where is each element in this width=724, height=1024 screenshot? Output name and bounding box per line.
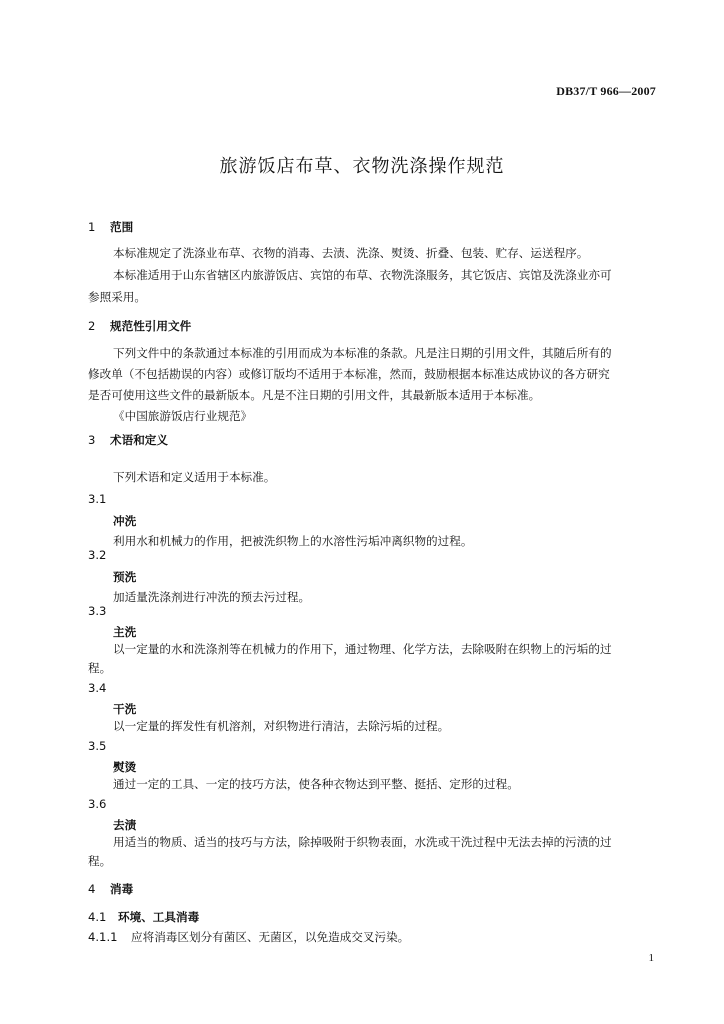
- section-2-para-1c: 是否可使用这些文件的最新版本。凡是不注日期的引用文件，其最新版本适用于本标准。: [88, 388, 541, 402]
- section-1-para-1: 本标准规定了洗涤业布草、衣物的消毒、去渍、洗涤、熨烫、折叠、包装、贮存、运送程序。: [113, 246, 589, 260]
- term-number: 3.1: [88, 492, 107, 506]
- term-name: 去渍: [113, 818, 137, 832]
- page-number: 1: [648, 952, 654, 964]
- term-name: 冲洗: [113, 514, 137, 528]
- term-name: 主洗: [113, 625, 137, 639]
- section-1-para-2a: 本标准适用于山东省辖区内旅游饭店、宾馆的布草、衣物洗涤服务，其它饭店、宾馆及洗涤业亦可: [113, 268, 612, 282]
- term-definition: 以一定量的水和洗涤剂等在机械力的作用下，通过物理、化学方法，去除吸附在织物上的污垢的过: [113, 642, 612, 656]
- section-3-intro: 下列术语和定义适用于本标准。: [113, 470, 276, 484]
- term-definition: 用适当的物质、适当的技巧与方法，除掉吸附于织物表面，水洗或干洗过程中无法去掉的污渍的过: [113, 835, 612, 849]
- term-definition-continued: 程。: [88, 854, 112, 868]
- section-2-heading: 2 规范性引用文件: [88, 319, 192, 333]
- section-2-para-1b: 修改单（不包括勘误的内容）或修订版均不适用于本标准，然而，鼓励根据本标准达成协议的各方研究: [88, 367, 610, 381]
- standard-code: DB37/T 966—2007: [556, 84, 656, 98]
- term-number: 3.3: [88, 604, 107, 618]
- section-1-heading: 1 范围: [88, 220, 134, 234]
- section-4-heading: 4 消毒: [88, 882, 134, 896]
- section-2-para-1a: 下列文件中的条款通过本标准的引用而成为本标准的条款。凡是注日期的引用文件，其随后所有的: [113, 346, 612, 360]
- term-name: 预洗: [113, 570, 137, 584]
- term-definition: 利用水和机械力的作用，把被洗织物上的水溶性污垢冲离织物的过程。: [113, 534, 473, 548]
- term-name: 熨烫: [113, 760, 137, 774]
- subsection-4-1-heading: 4.1 环境、工具消毒: [88, 910, 200, 924]
- clause-4-1-1: 4.1.1 应将消毒区划分有菌区、无菌区，以免造成交叉污染。: [88, 930, 410, 944]
- term-number: 3.4: [88, 681, 107, 695]
- section-1-para-2b: 参照采用。: [88, 290, 146, 304]
- term-definition-continued: 程。: [88, 661, 112, 675]
- term-number: 3.6: [88, 797, 107, 811]
- term-definition: 通过一定的工具、一定的技巧方法，使各种衣物达到平整、挺括、定形的过程。: [113, 777, 519, 791]
- term-name: 干洗: [113, 702, 137, 716]
- term-number: 3.5: [88, 739, 107, 753]
- document-title: 旅游饭店布草、衣物洗涤操作规范: [219, 156, 505, 177]
- term-definition: 以一定量的挥发性有机溶剂，对织物进行清洁，去除污垢的过程。: [113, 719, 450, 733]
- section-2-reference: 《中国旅游饭店行业规范》: [113, 409, 253, 423]
- term-definition: 加适量洗涤剂进行冲洗的预去污过程。: [113, 590, 311, 604]
- section-3-heading: 3 术语和定义: [88, 433, 168, 447]
- term-number: 3.2: [88, 548, 107, 562]
